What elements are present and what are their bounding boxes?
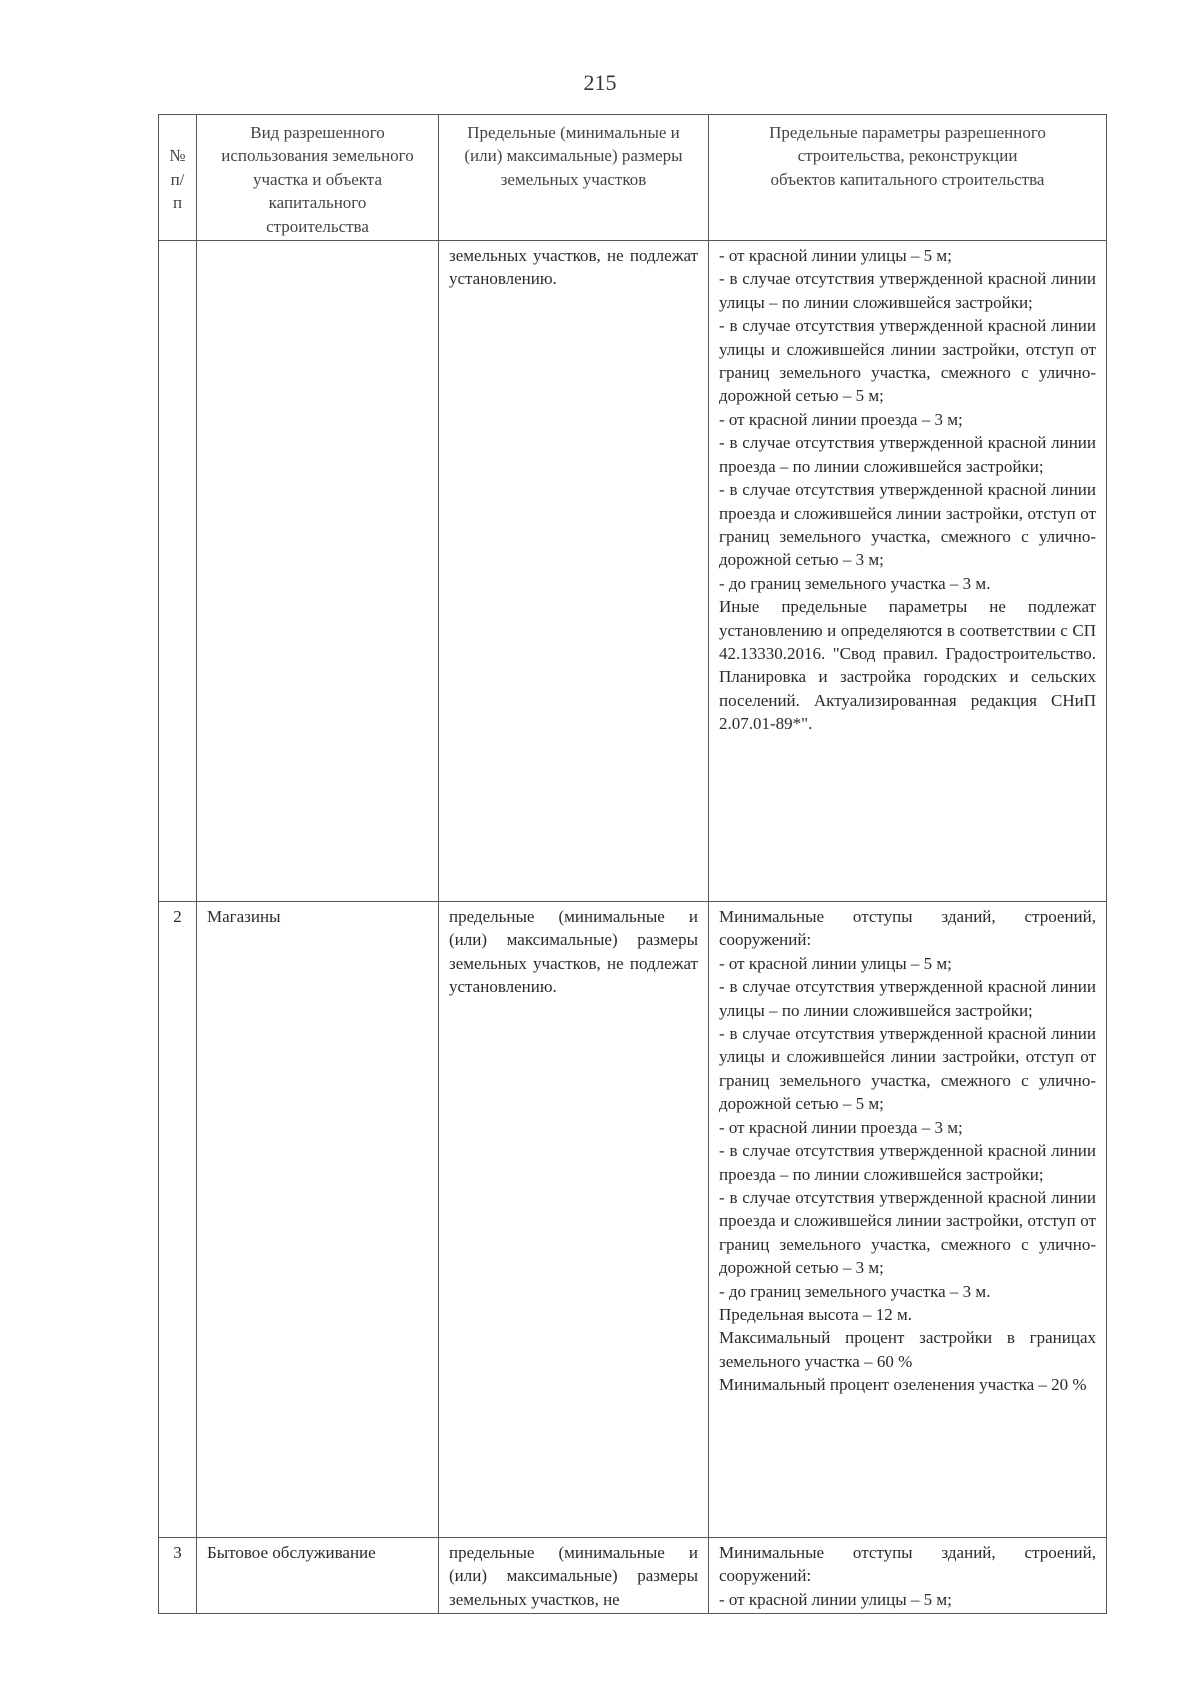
header-number-line: № — [169, 146, 186, 166]
row-number — [159, 241, 197, 902]
row-kind: Бытовое обслуживание — [197, 1538, 439, 1614]
header-size-line: земельных участков — [500, 169, 647, 189]
header-size — [439, 115, 709, 241]
header-kind-line: Вид разрешенного — [250, 123, 385, 142]
row-kind: Магазины — [197, 902, 439, 1538]
param-item: - до границ земельного участка – 3 м. — [719, 573, 991, 593]
header-params — [709, 115, 1107, 241]
header-params-line: строительства, реконструкции — [797, 146, 1018, 166]
header-number-line: п/п — [170, 169, 185, 213]
param-item: - от красной линии проезда – 3 м; — [719, 1117, 963, 1137]
header-kind-line: использования земельного — [221, 146, 414, 166]
header-size-line: (или) максимальные) размеры — [464, 146, 683, 166]
regulation-table — [158, 114, 1107, 1614]
param-item: - от красной линии улицы – 5 м; — [719, 246, 952, 266]
page-number: 215 — [583, 70, 617, 95]
param-item: Минимальный процент озеленения участка – 20 % — [719, 1375, 1087, 1395]
row-params — [709, 902, 1107, 1538]
row-size: земельных участков, не подлежат установлению. — [439, 241, 709, 902]
row-size: предельные (минимальные и (или) максимальные) размеры земельных участков, не — [439, 1538, 709, 1614]
param-item: - в случае отсутствия утвержденной красной линии улицы – по линии сложившейся застройки; — [719, 977, 1096, 1020]
param-item: - в случае отсутствия утвержденной красной линии проезда и сложившейся линии застройки, отступ от границ земельного участка, смежного с улично-дорожной сетью – 3 м; — [719, 1187, 1096, 1278]
row-number: 3 — [159, 1538, 197, 1614]
param-item: Предельная высота – 12 м. — [719, 1304, 912, 1324]
row-number: 2 — [159, 902, 197, 1538]
table-row — [159, 902, 1107, 1538]
param-item: - в случае отсутствия утвержденной красной линии улицы и сложившейся линии застройки, отступ от границ земельного участка, смежного с улично-дорожной сетью – 5 м; — [719, 316, 1096, 406]
header-kind-line: строительства — [266, 216, 369, 236]
row-size: предельные (минимальные и (или) максимальные) размеры земельных участков, не подлежат установлению. — [439, 902, 709, 1538]
param-item: - от красной линии проезда – 3 м; — [719, 409, 963, 429]
header-number — [159, 115, 197, 241]
header-kind — [197, 115, 439, 241]
param-item: Минимальные отступы зданий, строений, сооружений: — [719, 1543, 1096, 1586]
table-row — [159, 241, 1107, 902]
row-params — [709, 1538, 1107, 1614]
param-item: - в случае отсутствия утвержденной красной линии проезда и сложившейся линии застройки, отступ от границ земельного участка, смежного с улично-дорожной сетью – 3 м; — [719, 480, 1096, 570]
param-item: - от красной линии улицы – 5 м; — [719, 1589, 952, 1609]
row-params — [709, 241, 1107, 902]
param-item: - в случае отсутствия утвержденной красной линии проезда – по линии сложившейся застройки; — [719, 433, 1096, 476]
param-item: - в случае отсутствия утвержденной красной линии проезда – по линии сложившейся застройки; — [719, 1141, 1096, 1184]
row-kind — [197, 241, 439, 902]
param-item: - в случае отсутствия утвержденной красной линии улицы – по линии сложившейся застройки; — [719, 269, 1096, 312]
param-item: Иные предельные параметры не подлежат установлению и определяются в соответствии с СП 42.13330.2016. "Свод правил. Градостроительство. Планировка и застройка городских и сельских поселений. Актуализированная редакция СНиП 2.07.01-89*". — [719, 597, 1096, 734]
header-size-line: Предельные (минимальные и — [467, 123, 680, 142]
param-item: Максимальный процент застройки в границах земельного участка – 60 % — [719, 1328, 1096, 1371]
table-header-row — [159, 115, 1107, 241]
param-item: - от красной линии улицы – 5 м; — [719, 953, 952, 973]
param-item: - до границ земельного участка – 3 м. — [719, 1281, 991, 1301]
header-kind-line: участка и объекта — [253, 169, 382, 189]
header-kind-line: капитального — [268, 193, 367, 213]
param-item: - в случае отсутствия утвержденной красной линии улицы и сложившейся линии застройки, отступ от границ земельного участка, смежного с улично-дорожной сетью – 5 м; — [719, 1024, 1096, 1114]
header-params-line: Предельные параметры разрешенного — [769, 123, 1046, 142]
table-row — [159, 1538, 1107, 1614]
header-params-line: объектов капитального строительства — [770, 169, 1045, 189]
param-item: Минимальные отступы зданий, строений, сооружений: — [719, 907, 1096, 950]
